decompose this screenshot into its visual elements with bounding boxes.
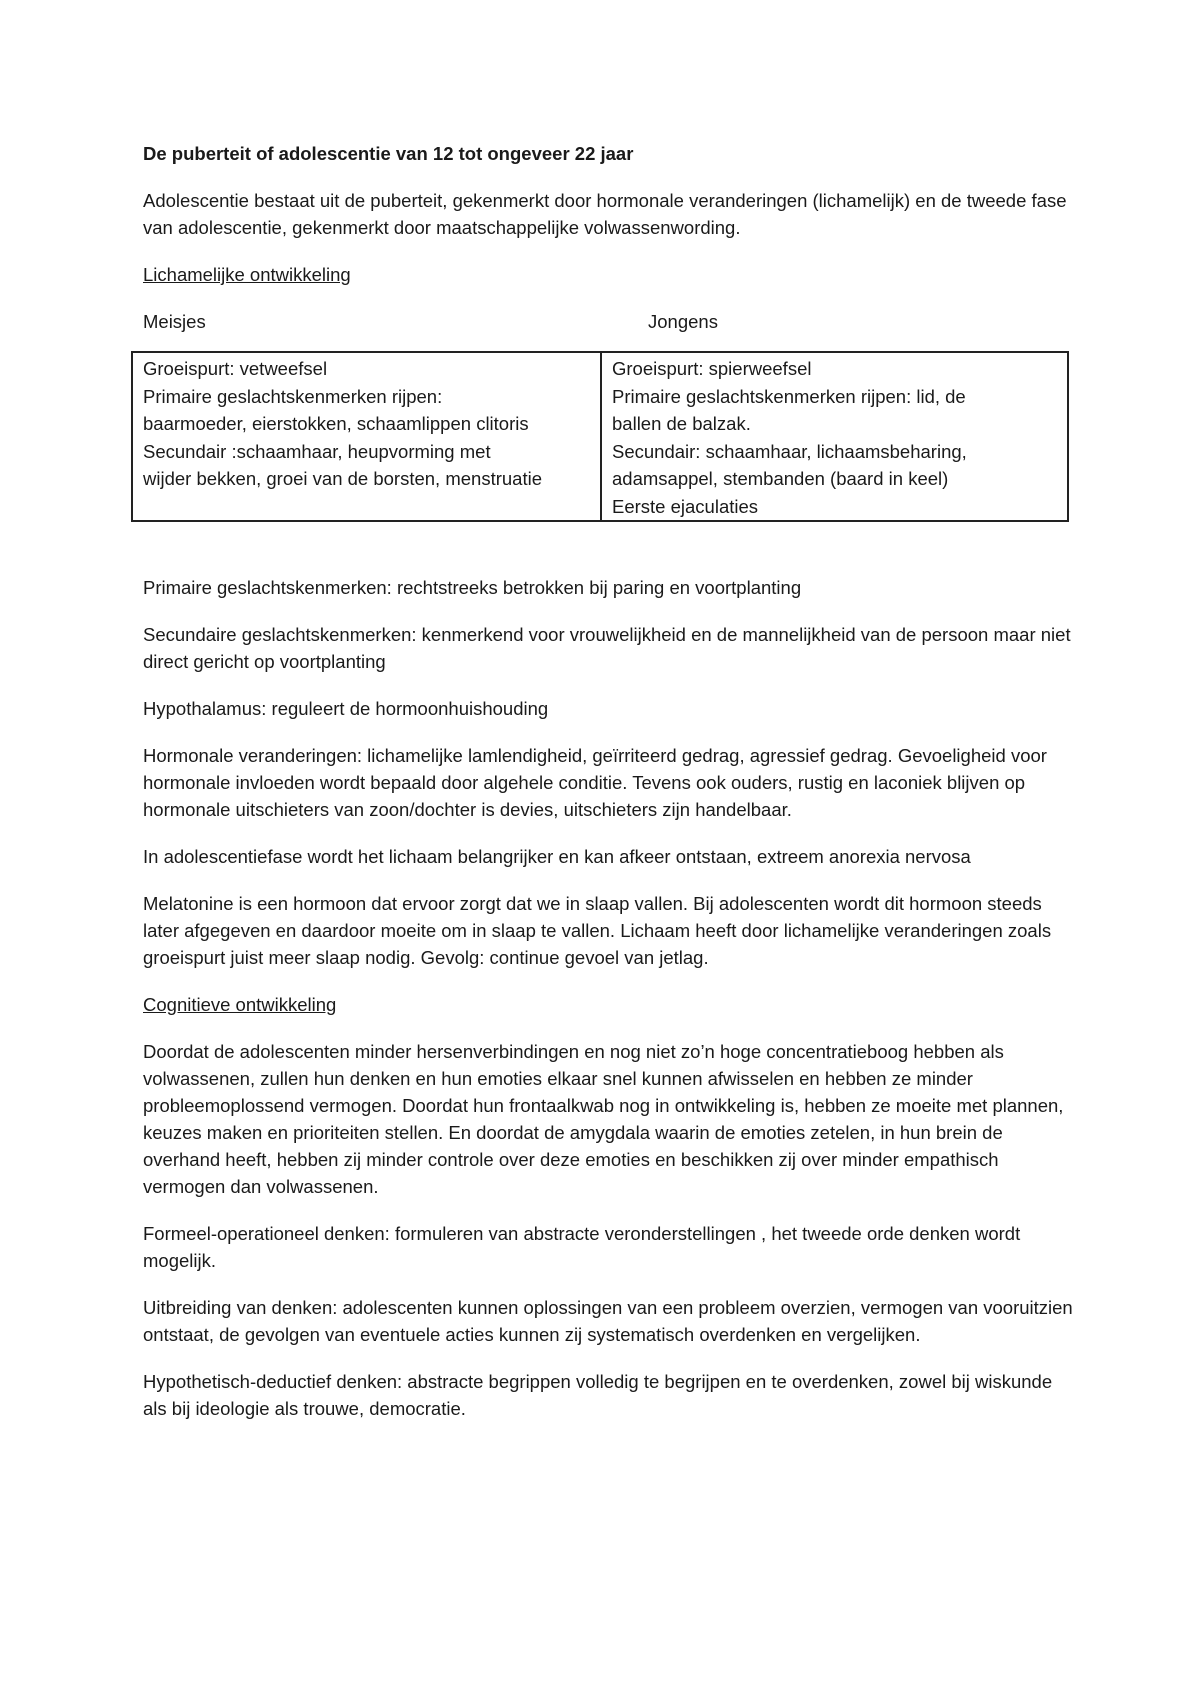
- intro-paragraph: Adolescentie bestaat uit de puberteit, gekenmerkt door hormonale veranderingen (lichamelijk) en de tweede fase van adolescentie, gekenmerkt door maatschappelijke volwassenwording.: [143, 190, 1067, 238]
- section-heading-cognitive: Cognitieve ontwikkeling: [143, 994, 337, 1015]
- gender-column-labels: [143, 308, 1073, 335]
- table-cell-line: Groeispurt: vetweefsel: [143, 358, 328, 379]
- column-label-boys: Jongens: [648, 311, 718, 332]
- paragraph-body-image: In adolescentiefase wordt het lichaam belangrijker en kan afkeer ontstaan, extreem anorexia nervosa: [143, 846, 971, 867]
- paragraph-hormonal-changes: Hormonale veranderingen: lichamelijke lamlendigheid, geïrriteerd gedrag, agressief gedrag. Gevoeligheid voor hormonale invloeden wordt bepaald door algehele conditie. Tevens ook ouders, rustig en laconiek blijven op hormonale uitschieters van zoon/dochter is devies, uitschieters zijn handelbaar.: [143, 745, 1047, 820]
- section-heading-physical: Lichamelijke ontwikkeling: [143, 264, 351, 285]
- paragraph-hypothetical-deductive: Hypothetisch-deductief denken: abstracte begrippen volledig te begrijpen en te overdenken, zowel bij wiskunde als bij ideologie als trouwe, democratie.: [143, 1371, 1053, 1419]
- table-cell-line: Secundair: schaamhaar, lichaamsbeharing,: [612, 440, 967, 462]
- table-cell-line: Groeispurt: spierweefsel: [612, 358, 812, 379]
- table-cell-line: adamsappel, stembanden (baard in keel): [612, 468, 949, 489]
- table-cell-line: wijder bekken, groei van de borsten, menstruatie: [143, 468, 542, 489]
- table-cell-line: Eerste ejaculaties: [612, 495, 759, 517]
- paragraph-melatonin: Melatonine is een hormoon dat ervoor zorgt dat we in slaap vallen. Bij adolescenten wordt dit hormoon steeds later afgegeven en daardoor moeite om in slaap te vallen. Lichaam heeft door lichamelijke veranderingen zoals groeispurt juist meer slaap nodig. Gevolg: continue gevoel van jetlag.: [143, 893, 1052, 968]
- table-cell-line: Primaire geslachtskenmerken rijpen:: [143, 385, 443, 407]
- table-cell-girls: [132, 352, 601, 521]
- table-cell-line: baarmoeder, eierstokken, schaamlippen clitoris: [143, 413, 529, 434]
- document-page: [143, 140, 1073, 1442]
- document-title: De puberteit of adolescentie van 12 tot ongeveer 22 jaar: [143, 143, 634, 164]
- table-cell-boys: [601, 352, 1068, 521]
- paragraph-extended-thinking: Uitbreiding van denken: adolescenten kunnen oplossingen van een probleem overzien, vermogen van vooruitzien ontstaat, de gevolgen van eventuele acties kunnen zij systematisch overdenken en vergelijken.: [143, 1297, 1073, 1345]
- paragraph-hypothalamus: Hypothalamus: reguleert de hormoonhuishouding: [143, 698, 549, 719]
- table-row: [132, 352, 1068, 521]
- paragraph-primary-sex-characteristics: Primaire geslachtskenmerken: rechtstreeks betrokken bij paring en voortplanting: [143, 577, 802, 598]
- paragraph-formal-operational: Formeel-operationeel denken: formuleren van abstracte veronderstellingen , het tweede orde denken wordt mogelijk.: [143, 1223, 1021, 1271]
- paragraph-secondary-sex-characteristics: Secundaire geslachtskenmerken: kenmerkend voor vrouwelijkheid en de mannelijkheid van de persoon maar niet direct gericht op voortplanting: [143, 624, 1071, 672]
- table-cell-line: ballen de balzak.: [612, 413, 751, 434]
- paragraph-brain-development: Doordat de adolescenten minder hersenverbindingen en nog niet zo’n hoge concentratieboog hebben als volwassenen, zullen hun denken en hun emoties elkaar snel kunnen afwisselen en hebben ze minder probleemoplossend vermogen. Doordat hun frontaalkwab nog in ontwikkeling is, hebben ze moeite met plannen, keuzes maken en prioriteiten stellen. En doordat de amygdala waarin de emoties zetelen, in hun brein de overhand heeft, hebben zij minder controle over deze emoties en beschikken zij over minder empathisch vermogen dan volwassenen.: [143, 1041, 1064, 1197]
- column-label-girls: Meisjes: [143, 311, 206, 332]
- table-cell-line: Primaire geslachtskenmerken rijpen: lid, de: [612, 385, 966, 407]
- table-cell-line: Secundair :schaamhaar, heupvorming met: [143, 440, 491, 462]
- comparison-table: [131, 351, 1069, 522]
